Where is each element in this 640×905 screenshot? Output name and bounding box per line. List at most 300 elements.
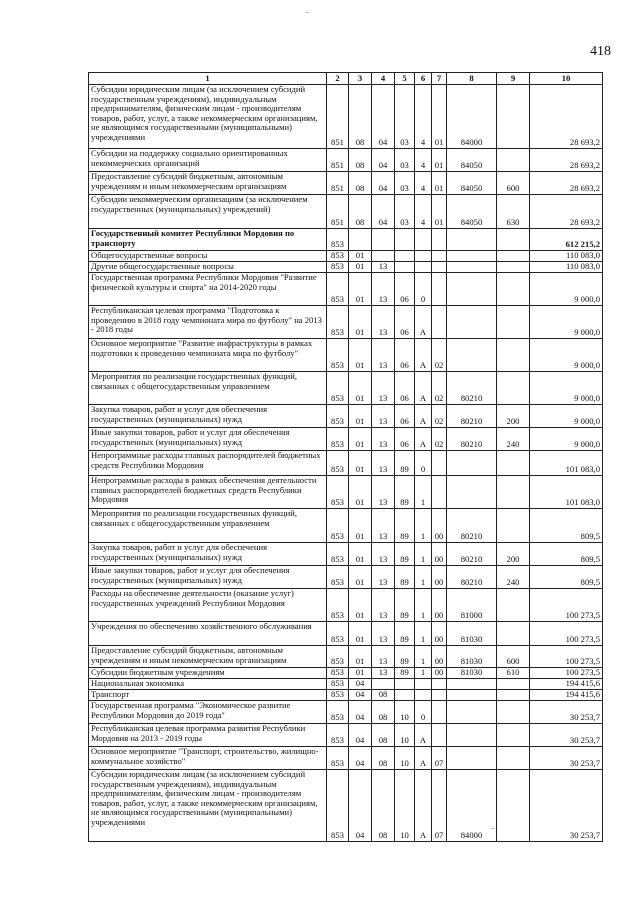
row-code-cell: 853 [327, 372, 349, 405]
row-amount-cell: 100 273,5 [530, 589, 603, 622]
row-code-cell [497, 679, 530, 690]
row-code-cell [497, 589, 530, 622]
row-code-cell: 03 [395, 85, 415, 149]
row-code-cell [447, 724, 497, 747]
row-amount-cell: 30 253,7 [530, 701, 603, 724]
row-code-cell: 07 [432, 770, 447, 842]
column-header-4: 4 [372, 73, 395, 85]
row-code-cell: 853 [327, 273, 349, 306]
row-name-cell: Государственная программа Республики Мордовия "Развитие физической культуры и спорта" на 2014-2020 годы [89, 273, 327, 306]
row-name-cell: Субсидии бюджетным учреждениям [89, 668, 327, 679]
row-code-cell: 04 [349, 747, 372, 770]
row-code-cell: 600 [497, 646, 530, 668]
row-code-cell: 853 [327, 589, 349, 622]
row-code-cell [395, 229, 415, 251]
row-name-cell: Субсидии на поддержку социально ориентированных некоммерческих организаций [89, 149, 327, 172]
row-name-cell: Субсидии юридическим лицам (за исключением субсидий государственным учреждениям), индивидуальным предпринимателям, физическим лицам - производителям товаров, работ, услуг, а также некоммерческим организациям, не являющимся государственными (муниципальными) учреждениями [89, 85, 327, 149]
row-code-cell: 84000 [447, 770, 497, 842]
row-code-cell: 06 [395, 306, 415, 339]
row-code-cell: 00 [432, 646, 447, 668]
row-code-cell: 01 [349, 622, 372, 646]
row-name-cell: Учреждения по обеспечению хозяйственного обслуживания [89, 622, 327, 646]
row-code-cell: 01 [349, 372, 372, 405]
row-code-cell: 80210 [447, 509, 497, 543]
row-code-cell [497, 747, 530, 770]
row-code-cell: 01 [349, 451, 372, 476]
row-amount-cell: 28 693,2 [530, 149, 603, 172]
row-code-cell: 0 [415, 451, 432, 476]
row-code-cell: 01 [432, 85, 447, 149]
row-code-cell: 853 [327, 679, 349, 690]
row-code-cell [432, 476, 447, 509]
row-code-cell: 853 [327, 566, 349, 589]
row-code-cell: 02 [432, 428, 447, 451]
row-code-cell [447, 306, 497, 339]
row-code-cell: 01 [349, 339, 372, 372]
row-code-cell: 13 [372, 273, 395, 306]
row-code-cell: 01 [349, 566, 372, 589]
row-amount-cell: 30 253,7 [530, 747, 603, 770]
row-code-cell: А [415, 306, 432, 339]
row-code-cell: 89 [395, 476, 415, 509]
table-row [89, 646, 603, 668]
row-amount-cell: 9 000,0 [530, 273, 603, 306]
row-code-cell: 01 [349, 509, 372, 543]
table-row [89, 262, 603, 273]
row-code-cell: 853 [327, 251, 349, 262]
row-code-cell [497, 149, 530, 172]
table-row [89, 149, 603, 172]
column-header-1: 1 [89, 73, 327, 85]
row-code-cell [395, 251, 415, 262]
table-row [89, 679, 603, 690]
row-code-cell: 01 [349, 262, 372, 273]
column-header-7: 7 [432, 73, 447, 85]
row-code-cell: 01 [349, 306, 372, 339]
row-code-cell: 13 [372, 476, 395, 509]
row-code-cell [432, 701, 447, 724]
row-code-cell: 853 [327, 701, 349, 724]
row-code-cell: 1 [415, 589, 432, 622]
row-code-cell [497, 509, 530, 543]
row-amount-cell: 9 000,0 [530, 306, 603, 339]
row-amount-cell: 9 000,0 [530, 428, 603, 451]
row-code-cell: 08 [372, 747, 395, 770]
page-number: 418 [590, 44, 611, 59]
row-code-cell: 06 [395, 428, 415, 451]
row-code-cell: 89 [395, 589, 415, 622]
row-code-cell [432, 690, 447, 701]
row-code-cell: А [415, 428, 432, 451]
table-row [89, 229, 603, 251]
row-amount-cell: 110 083,0 [530, 251, 603, 262]
row-code-cell: 853 [327, 646, 349, 668]
row-code-cell: 06 [395, 372, 415, 405]
row-code-cell: 02 [432, 339, 447, 372]
row-code-cell: А [415, 770, 432, 842]
row-code-cell: 853 [327, 476, 349, 509]
row-name-cell: Непрограммные расходы в рамках обеспечения деятельности главных распорядителей бюджетных средств Республики Мордовия [89, 476, 327, 509]
row-code-cell: 81030 [447, 668, 497, 679]
row-code-cell: 04 [349, 724, 372, 747]
row-code-cell [497, 451, 530, 476]
row-code-cell: 4 [415, 172, 432, 195]
row-code-cell [415, 251, 432, 262]
row-code-cell: 04 [372, 85, 395, 149]
row-code-cell: 04 [372, 149, 395, 172]
row-code-cell: 13 [372, 566, 395, 589]
row-code-cell: 89 [395, 646, 415, 668]
row-code-cell: 4 [415, 195, 432, 229]
row-code-cell: 10 [395, 701, 415, 724]
row-code-cell: 10 [395, 724, 415, 747]
row-amount-cell: 101 083,0 [530, 451, 603, 476]
row-code-cell: 04 [349, 690, 372, 701]
row-code-cell: 80210 [447, 543, 497, 566]
table-row [89, 690, 603, 701]
row-code-cell [372, 251, 395, 262]
row-name-cell: Мероприятия по реализации государственных функций, связанных с общегосударственным управлением [89, 372, 327, 405]
row-name-cell: Общегосударственные вопросы [89, 251, 327, 262]
row-code-cell: 13 [372, 646, 395, 668]
row-code-cell: 08 [372, 701, 395, 724]
table-row [89, 622, 603, 646]
row-code-cell [447, 476, 497, 509]
row-code-cell: 03 [395, 172, 415, 195]
row-code-cell: 853 [327, 690, 349, 701]
row-code-cell: 89 [395, 622, 415, 646]
row-code-cell [447, 229, 497, 251]
row-code-cell [447, 262, 497, 273]
row-code-cell: 4 [415, 149, 432, 172]
table-row [89, 701, 603, 724]
row-code-cell: 08 [349, 85, 372, 149]
row-code-cell: 01 [349, 543, 372, 566]
row-code-cell: 600 [497, 172, 530, 195]
scan-mark [492, 828, 494, 829]
row-code-cell: 00 [432, 589, 447, 622]
row-code-cell: 1 [415, 543, 432, 566]
table-row [89, 273, 603, 306]
row-code-cell: 13 [372, 405, 395, 428]
row-amount-cell: 28 693,2 [530, 85, 603, 149]
row-code-cell: 84000 [447, 85, 497, 149]
row-code-cell [497, 476, 530, 509]
row-code-cell: А [415, 339, 432, 372]
row-amount-cell: 100 273,5 [530, 622, 603, 646]
row-code-cell: 89 [395, 509, 415, 543]
row-code-cell: 81030 [447, 622, 497, 646]
row-code-cell: 1 [415, 509, 432, 543]
row-name-cell: Национальная экономика [89, 679, 327, 690]
row-code-cell: 00 [432, 622, 447, 646]
row-name-cell: Государственный комитет Республики Мордовия по транспорту [89, 229, 327, 251]
row-name-cell: Мероприятия по реализации государственных функций, связанных с общегосударственным управлением [89, 509, 327, 543]
column-header-9: 9 [497, 73, 530, 85]
row-code-cell: 13 [372, 668, 395, 679]
row-code-cell: 00 [432, 543, 447, 566]
row-code-cell: 01 [349, 428, 372, 451]
table-row [89, 509, 603, 543]
table-header [89, 73, 603, 85]
row-name-cell: Транспорт [89, 690, 327, 701]
row-name-cell: Республиканская целевая программа развития Республики Мордовия на 2013 - 2019 годы [89, 724, 327, 747]
row-code-cell: 89 [395, 451, 415, 476]
row-name-cell: Непрограммные расходы главных распорядителей бюджетных средств Республики Мордовия [89, 451, 327, 476]
row-code-cell [432, 273, 447, 306]
row-code-cell: 80210 [447, 428, 497, 451]
row-code-cell: 853 [327, 724, 349, 747]
table-row [89, 405, 603, 428]
row-code-cell [415, 229, 432, 251]
row-code-cell [447, 451, 497, 476]
row-code-cell [395, 690, 415, 701]
row-code-cell: 13 [372, 509, 395, 543]
row-code-cell: 01 [432, 195, 447, 229]
row-name-cell: Государственная программа "Экономическое развитие Республики Мордовия до 2019 года" [89, 701, 327, 724]
row-code-cell: 853 [327, 405, 349, 428]
row-code-cell: 13 [372, 339, 395, 372]
row-code-cell: 06 [395, 339, 415, 372]
row-name-cell: Основное мероприятие "Транспорт, строительство, жилищно-коммунальное хозяйство" [89, 747, 327, 770]
row-code-cell: 01 [349, 273, 372, 306]
row-code-cell [447, 679, 497, 690]
row-code-cell: 13 [372, 372, 395, 405]
row-code-cell: 0 [415, 701, 432, 724]
row-code-cell: 01 [349, 251, 372, 262]
row-code-cell: 853 [327, 229, 349, 251]
row-code-cell: 01 [349, 646, 372, 668]
row-code-cell: 02 [432, 405, 447, 428]
row-code-cell: 13 [372, 589, 395, 622]
row-name-cell: Предоставление субсидий бюджетным, автономным учреждениям и иным некоммерческим организациям [89, 172, 327, 195]
row-code-cell [497, 622, 530, 646]
row-name-cell: Иные закупки товаров, работ и услуг для обеспечения государственных (муниципальных) нужд [89, 566, 327, 589]
row-code-cell: 1 [415, 476, 432, 509]
row-code-cell [432, 251, 447, 262]
row-code-cell: 01 [349, 668, 372, 679]
row-code-cell: 13 [372, 306, 395, 339]
row-name-cell: Субсидии некоммерческим организациям (за исключением государственных (муниципальных) учреждений) [89, 195, 327, 229]
row-amount-cell: 194 415,6 [530, 679, 603, 690]
row-code-cell [497, 306, 530, 339]
row-code-cell: 08 [349, 195, 372, 229]
row-code-cell [372, 229, 395, 251]
row-code-cell: 13 [372, 543, 395, 566]
row-name-cell: Предоставление субсидий бюджетным, автономным учреждениям и иным некоммерческим организациям [89, 646, 327, 668]
row-code-cell: 04 [349, 679, 372, 690]
row-amount-cell: 100 273,5 [530, 668, 603, 679]
row-name-cell: Иные закупки товаров, работ и услуг для обеспечения государственных (муниципальных) нужд [89, 428, 327, 451]
row-code-cell [497, 229, 530, 251]
row-amount-cell: 9 000,0 [530, 339, 603, 372]
row-code-cell: 03 [395, 149, 415, 172]
row-code-cell [497, 701, 530, 724]
row-code-cell: 200 [497, 405, 530, 428]
row-amount-cell: 809,5 [530, 543, 603, 566]
row-code-cell: 853 [327, 622, 349, 646]
row-code-cell: А [415, 405, 432, 428]
table-row [89, 476, 603, 509]
table-row [89, 451, 603, 476]
row-code-cell [432, 262, 447, 273]
row-amount-cell: 9 000,0 [530, 405, 603, 428]
row-code-cell: 853 [327, 306, 349, 339]
row-code-cell: 02 [432, 372, 447, 405]
row-code-cell [395, 262, 415, 273]
row-code-cell: 853 [327, 543, 349, 566]
row-code-cell [447, 690, 497, 701]
row-name-cell: Закупка товаров, работ и услуг для обеспечения государственных (муниципальных) нужд [89, 405, 327, 428]
row-code-cell: 06 [395, 273, 415, 306]
row-amount-cell: 612 215,2 [530, 229, 603, 251]
row-name-cell: Республиканская целевая программа "Подготовка к проведению в 2018 году чемпионата мира по футболу" на 2013 - 2018 годы [89, 306, 327, 339]
row-code-cell: 80210 [447, 372, 497, 405]
row-amount-cell: 30 253,7 [530, 724, 603, 747]
row-code-cell: 04 [349, 701, 372, 724]
row-code-cell: 13 [372, 428, 395, 451]
row-code-cell: 0 [415, 273, 432, 306]
row-code-cell [447, 747, 497, 770]
row-code-cell [432, 724, 447, 747]
row-code-cell: 853 [327, 451, 349, 476]
row-code-cell: 01 [432, 172, 447, 195]
row-code-cell: 01 [349, 589, 372, 622]
table-row [89, 172, 603, 195]
row-amount-cell: 9 000,0 [530, 372, 603, 405]
scan-mark [306, 12, 308, 13]
row-code-cell [349, 229, 372, 251]
row-code-cell: 84050 [447, 172, 497, 195]
row-code-cell: 80210 [447, 566, 497, 589]
row-amount-cell: 809,5 [530, 566, 603, 589]
column-header-5: 5 [395, 73, 415, 85]
row-code-cell: 84050 [447, 149, 497, 172]
row-code-cell: 1 [415, 622, 432, 646]
row-code-cell: 00 [432, 668, 447, 679]
row-code-cell [497, 262, 530, 273]
row-code-cell: 853 [327, 339, 349, 372]
row-code-cell [432, 306, 447, 339]
header-row [89, 73, 603, 85]
table-row [89, 543, 603, 566]
row-code-cell [415, 690, 432, 701]
row-code-cell: 01 [349, 476, 372, 509]
row-amount-cell: 110 083,0 [530, 262, 603, 273]
row-code-cell [497, 724, 530, 747]
row-code-cell [395, 679, 415, 690]
row-amount-cell: 28 693,2 [530, 172, 603, 195]
row-code-cell: 89 [395, 668, 415, 679]
row-code-cell: 1 [415, 566, 432, 589]
column-header-6: 6 [415, 73, 432, 85]
table-row [89, 428, 603, 451]
row-code-cell [497, 251, 530, 262]
row-code-cell: 4 [415, 85, 432, 149]
row-code-cell: 851 [327, 149, 349, 172]
row-code-cell: 00 [432, 566, 447, 589]
row-code-cell [497, 85, 530, 149]
row-code-cell: 13 [372, 451, 395, 476]
row-name-cell: Другие общегосударственные вопросы [89, 262, 327, 273]
table-row [89, 195, 603, 229]
table-row [89, 251, 603, 262]
row-amount-cell: 101 083,0 [530, 476, 603, 509]
row-code-cell: 1 [415, 668, 432, 679]
table-body [89, 85, 603, 842]
row-code-cell: 200 [497, 543, 530, 566]
row-code-cell [447, 273, 497, 306]
row-code-cell: 00 [432, 509, 447, 543]
row-code-cell: 10 [395, 747, 415, 770]
row-code-cell: 89 [395, 566, 415, 589]
row-code-cell [497, 372, 530, 405]
row-name-cell: Субсидии юридическим лицам (за исключением субсидий государственным учреждениям), индивидуальным предпринимателям, физическим лицам - производителям товаров, работ, услуг, а также некоммерческим организациям, не являющимся государственными (муниципальными) учреждениями [89, 770, 327, 842]
row-code-cell: 08 [372, 690, 395, 701]
table-row [89, 566, 603, 589]
column-header-8: 8 [447, 73, 497, 85]
row-code-cell: 08 [372, 770, 395, 842]
row-code-cell: 81030 [447, 646, 497, 668]
table-row [89, 339, 603, 372]
row-code-cell [415, 679, 432, 690]
row-code-cell: 853 [327, 509, 349, 543]
row-code-cell [497, 770, 530, 842]
row-code-cell: 851 [327, 172, 349, 195]
table-row [89, 372, 603, 405]
row-code-cell: 80210 [447, 405, 497, 428]
table-row [89, 747, 603, 770]
row-code-cell: 853 [327, 668, 349, 679]
row-code-cell: 06 [395, 405, 415, 428]
row-code-cell: 13 [372, 262, 395, 273]
row-name-cell: Основное мероприятие "Развитие инфраструктуры в рамках подготовки к проведению чемпионата мира по футболу" [89, 339, 327, 372]
row-code-cell [447, 251, 497, 262]
row-code-cell: 04 [372, 172, 395, 195]
row-code-cell: 240 [497, 566, 530, 589]
table-row [89, 85, 603, 149]
row-code-cell [497, 690, 530, 701]
row-name-cell: Закупка товаров, работ и услуг для обеспечения государственных (муниципальных) нужд [89, 543, 327, 566]
row-amount-cell: 194 415,6 [530, 690, 603, 701]
row-code-cell: 240 [497, 428, 530, 451]
row-amount-cell: 30 253,7 [530, 770, 603, 842]
row-code-cell [497, 339, 530, 372]
row-code-cell: 81000 [447, 589, 497, 622]
row-code-cell: 10 [395, 770, 415, 842]
row-code-cell: 08 [372, 724, 395, 747]
table-row [89, 306, 603, 339]
row-code-cell: 01 [432, 149, 447, 172]
table-row [89, 668, 603, 679]
row-amount-cell: 100 273,5 [530, 646, 603, 668]
table-row [89, 589, 603, 622]
row-code-cell: А [415, 724, 432, 747]
row-code-cell: 853 [327, 428, 349, 451]
row-code-cell [432, 679, 447, 690]
row-code-cell: 01 [349, 405, 372, 428]
row-amount-cell: 809,5 [530, 509, 603, 543]
row-code-cell: 07 [432, 747, 447, 770]
row-code-cell: 853 [327, 262, 349, 273]
row-code-cell: 08 [349, 172, 372, 195]
row-code-cell: 630 [497, 195, 530, 229]
row-code-cell: 03 [395, 195, 415, 229]
row-name-cell: Расходы на обеспечение деятельности (оказание услуг) государственных учреждений Республики Мордовия [89, 589, 327, 622]
row-amount-cell: 28 693,2 [530, 195, 603, 229]
budget-table [88, 72, 603, 842]
row-code-cell: А [415, 372, 432, 405]
